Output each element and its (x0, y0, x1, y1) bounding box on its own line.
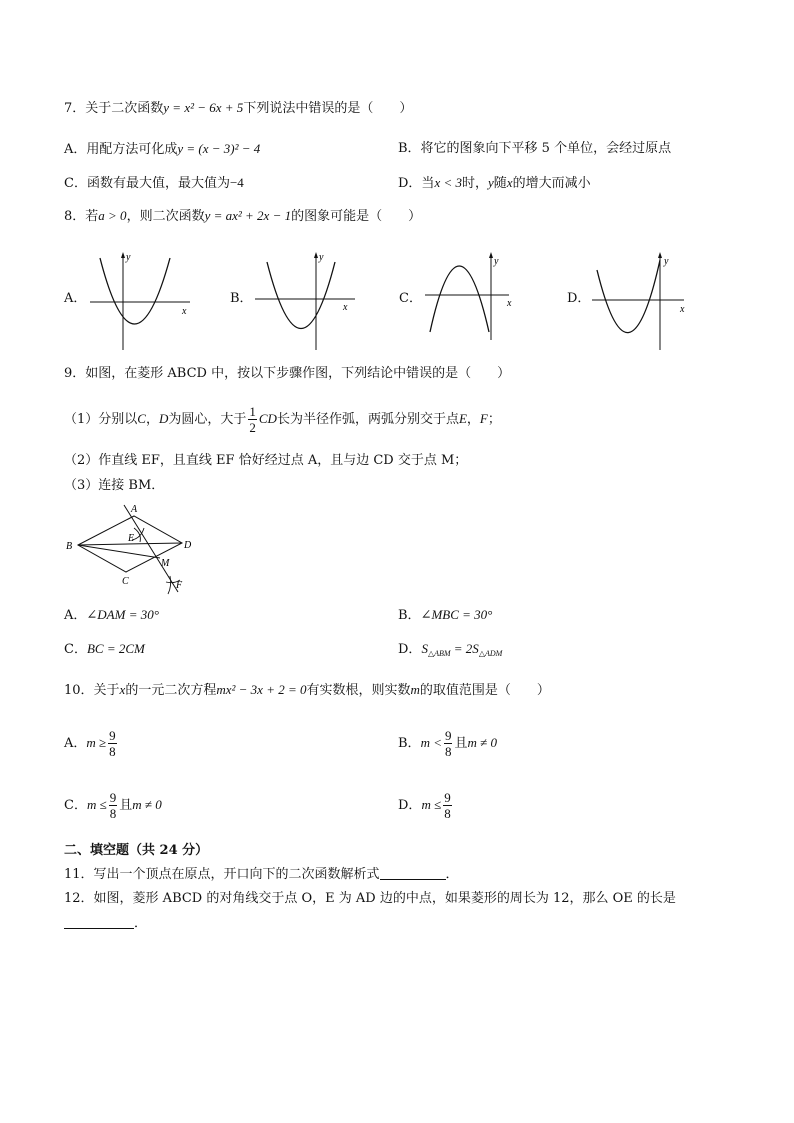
point-e-label: E (128, 533, 135, 544)
q9-option-d[interactable]: D．$S_{\triangle ABM} = 2S_{\triangle ADM}$ (398, 641, 503, 658)
q7-option-a[interactable]: A．用配方法可化成y = (x − 3)² − 4 (64, 141, 261, 157)
axis-x-label: x (680, 304, 685, 315)
q8-option-c-label[interactable]: C． (399, 291, 422, 306)
q12-text: 12．如图，菱形 ABCD 的对角线交于点 O，E 为 AD 边的中点，如果菱形的周长为 12，那么 OE 的长是 (64, 891, 676, 906)
q7-stem: 7．关于二次函数y = x² − 6x + 5下列说法中错误的是（ ） (64, 100, 413, 116)
q9-step2: （2）作直线 EF，且直线 EF 恰好经过点 A，且与边 CD 交于点 M； (64, 453, 468, 468)
q8-graph-c[interactable] (425, 250, 535, 350)
q8-graph-b[interactable] (255, 250, 365, 350)
axis-y-label: y (126, 252, 131, 263)
q9-rhombus-figure (62, 500, 202, 600)
q8-graph-d[interactable] (592, 250, 702, 350)
q11-answer-blank[interactable] (380, 867, 446, 880)
point-b-label: B (66, 541, 73, 552)
point-m-label: M (161, 558, 170, 569)
q10-option-c[interactable]: C．m ≤ $\frac{9}{8}$ 且m ≠ 0 (64, 790, 162, 821)
q10-option-b[interactable]: B．m < $\frac{9}{8}$ 且m ≠ 0 (398, 728, 498, 759)
point-d-label: D (184, 540, 192, 551)
fraction-half: $\frac{1}{2}$ (249, 404, 256, 435)
axis-y-label: y (319, 252, 324, 263)
q8-stem: 8．若a > 0，则二次函数y = ax² + 2x − 1的图象可能是（ ） (64, 208, 422, 224)
axis-x-label: x (343, 302, 348, 313)
q7-option-d[interactable]: D．当x < 3时，y随x的增大而减小 (398, 175, 591, 191)
axis-y-label: y (494, 256, 499, 267)
axis-y-label: y (664, 256, 669, 267)
q8-option-d-label[interactable]: D． (567, 291, 591, 306)
q8-option-b-label[interactable]: B． (230, 291, 253, 306)
q8-graph-a[interactable] (90, 250, 200, 350)
q10-option-d[interactable]: D．m ≤ $\frac{9}{8}$ (398, 790, 451, 821)
q7-option-b[interactable]: B．将它的图象向下平移 5 个单位，会经过原点 (398, 141, 672, 156)
q9-step1: （1）分别以C，D为圆心，大于 $\frac{1}{2}$ CD长为半径作弧，两弧分别交于点E，F； (64, 404, 501, 435)
q10-stem: 10．关于x的一元二次方程mx² − 3x + 2 = 0有实数根，则实数m的取值范围是（ ） (64, 682, 550, 698)
q8-option-a-label[interactable]: A． (64, 291, 87, 306)
q9-option-a[interactable]: A．∠DAM = 30° (64, 607, 159, 623)
q11-text: 11．写出一个顶点在原点，开口向下的二次函数解析式 ． (64, 867, 459, 882)
q9-option-b[interactable]: B．∠MBC = 30° (398, 607, 493, 623)
axis-x-label: x (507, 298, 512, 309)
point-c-label: C (122, 576, 129, 587)
q10-option-a[interactable]: A．m ≥ $\frac{9}{8}$ (64, 728, 116, 759)
section-title: 二、填空题（共 24 分） (64, 843, 209, 858)
q9-option-c[interactable]: C．BC = 2CM (64, 641, 145, 657)
q7-option-c[interactable]: C．函数有最大值，最大值为−4 (64, 175, 244, 191)
point-a-label: A (131, 504, 138, 515)
q12-answer-line: ． (64, 915, 147, 933)
point-f-label: F (176, 580, 183, 591)
q9-stem: 9．如图，在菱形 ABCD 中，按以下步骤作图，下列结论中错误的是（ ） (64, 366, 511, 381)
axis-x-label: x (182, 306, 187, 317)
q9-step3: （3）连接 BM． (64, 478, 165, 493)
q12-answer-blank[interactable] (64, 916, 134, 929)
